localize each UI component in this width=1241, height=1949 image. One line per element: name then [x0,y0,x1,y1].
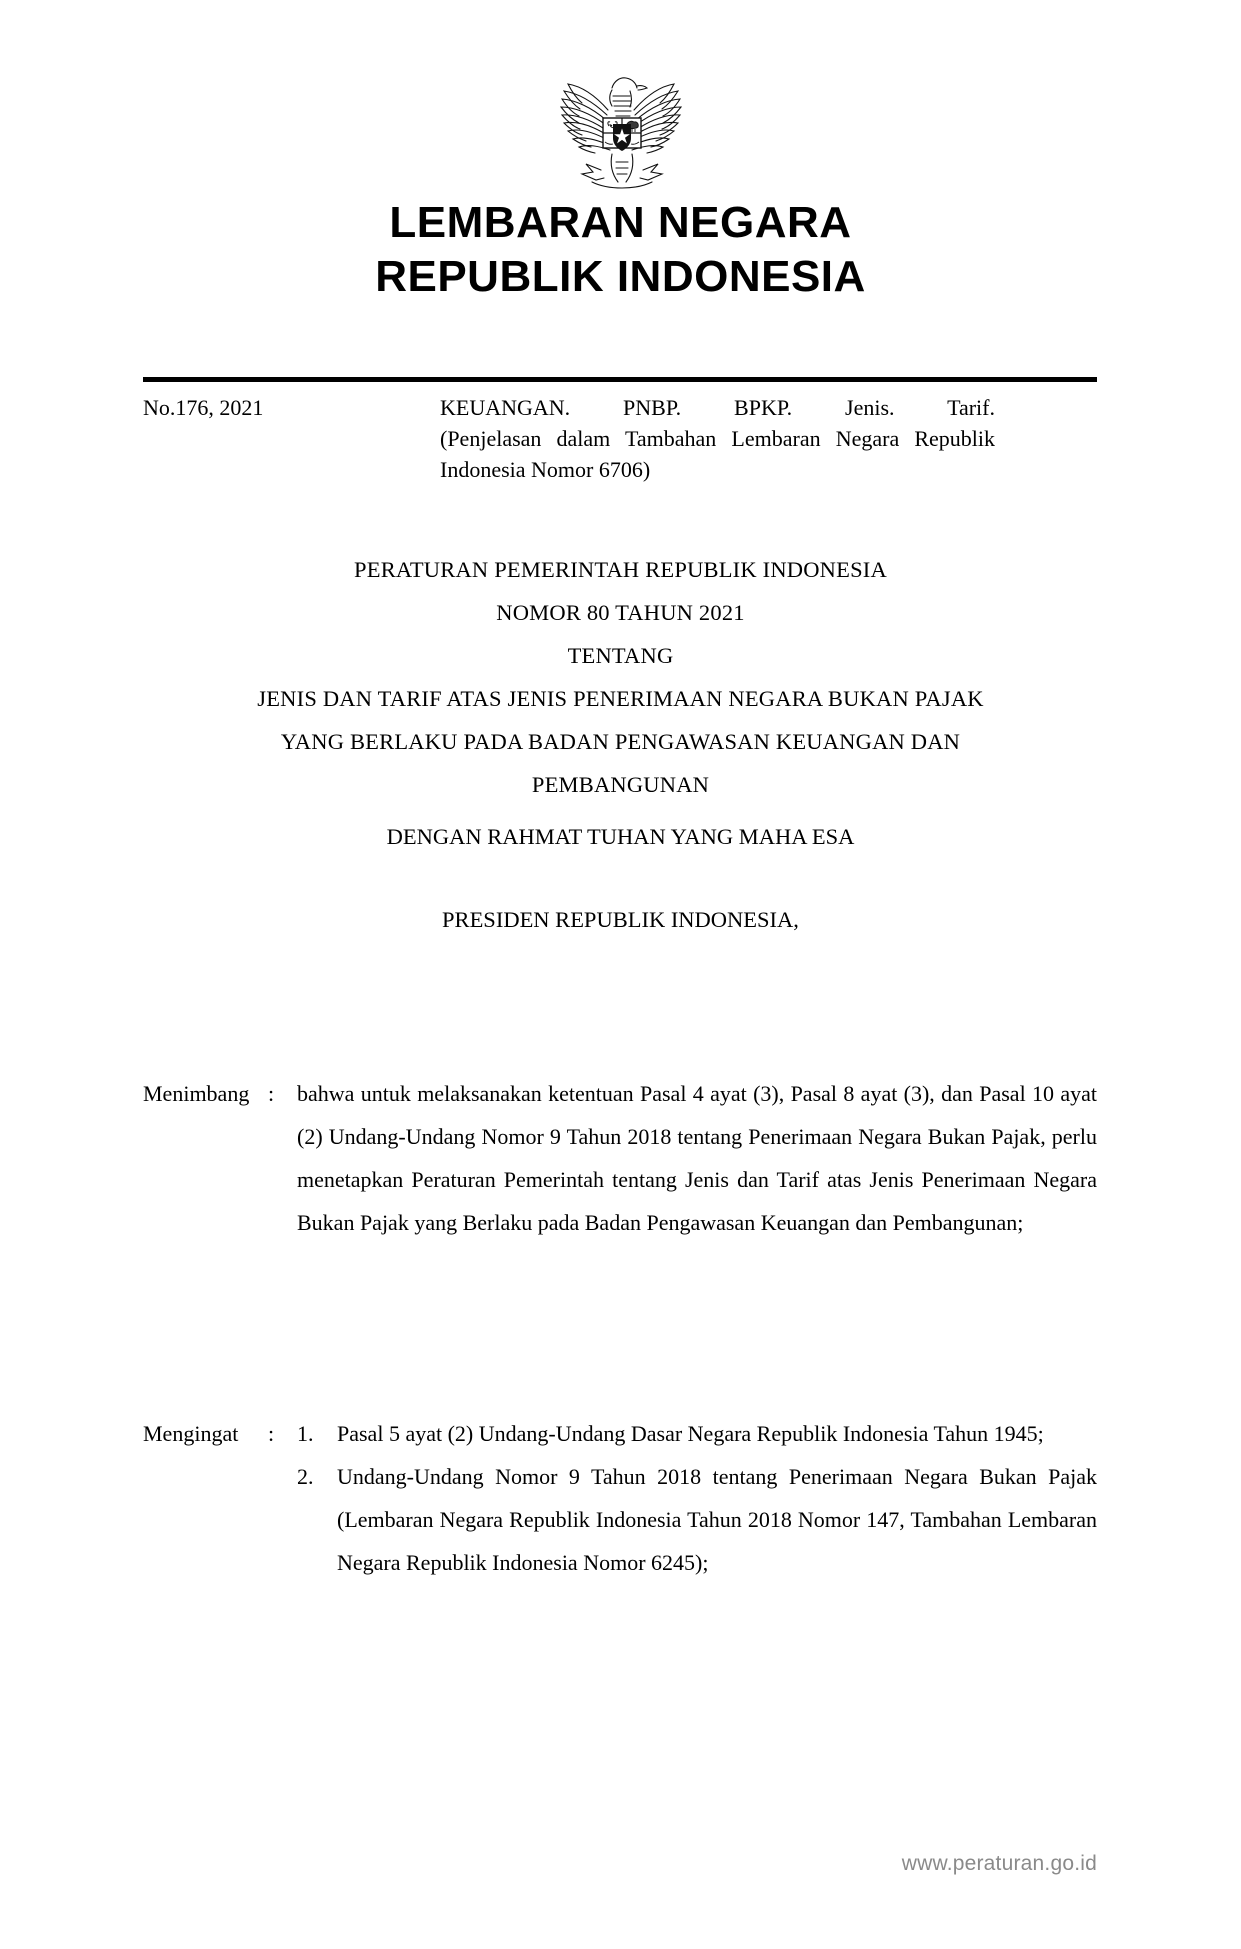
gazette-keywords: KEUANGAN. PNBP. BPKP. Jenis. Tarif. [440,395,995,420]
masthead-line-2: REPUBLIK INDONESIA [375,252,866,301]
masthead [0,196,1241,304]
masthead-line-1: LEMBARAN NEGARA [389,198,852,247]
clause-menimbang-text: bahwa untuk melaksanakan ketentuan Pasal 4 ayat (3), Pasal 8 ayat (3), dan Pasal 10 ayat (2) Undang-Undang Nomor 9 Tahun 2018 tentang Penerimaan Negara Bukan Pajak, perlu menetapkan Peraturan Pemerintah tentang Jenis dan Tarif atas Jenis Penerimaan Negara Bukan Pajak yang Berlaku pada Badan Pengawasan Keuangan dan Pembangunan; [297,1081,1097,1235]
clause-menimbang-colon: : [268,1081,275,1106]
emblem-container [0,58,1241,203]
list-item-number: 2. [297,1464,314,1489]
header-divider [143,377,1097,382]
gazette-explanation-line-1: (Penjelasan dalam Tambahan Lembaran Negara [440,426,900,451]
regulation-subject-line-1: JENIS DAN TARIF ATAS JENIS PENERIMAAN NEGARA BUKAN PAJAK [257,686,984,711]
regulation-subject-line-3: PEMBANGUNAN [531,772,710,797]
clause-menimbang-body [297,1072,1097,1244]
footer-watermark: www.peraturan.go.id [901,1852,1097,1875]
clause-mengingat [143,1412,1097,1584]
regulation-number: NOMOR 80 TAHUN 2021 [496,600,745,625]
clause-menimbang [143,1072,1097,1244]
list-item [297,1412,1097,1455]
signatory-line: PRESIDEN REPUBLIK INDONESIA, [442,907,799,932]
list-item-text: Undang-Undang Nomor 9 Tahun 2018 tentang Penerimaan Negara Bukan Pajak (Lembaran Negara Republik Indonesia Tahun 2018 Nomor 147, Tambahan Lembaran Negara Republik Indonesia Nomor 6245); [337,1464,1097,1575]
gazette-explanation-line-2: Republik Indonesia Nomor 6706) [440,426,996,482]
clause-mengingat-label: Mengingat [143,1421,239,1446]
regulation-authority: PERATURAN PEMERINTAH REPUBLIK INDONESIA [354,557,887,582]
invocation-line: DENGAN RAHMAT TUHAN YANG MAHA ESA [386,824,855,849]
regulation-subject-line-2: YANG BERLAKU PADA BADAN PENGAWASAN KEUANGAN DAN [280,729,961,754]
gazette-keywords-block [440,392,995,485]
regulation-about-label: TENTANG [567,643,674,668]
clause-menimbang-label: Menimbang [143,1081,250,1106]
list-item [297,1455,1097,1584]
gazette-number: No.176, 2021 [143,395,264,420]
clause-mengingat-colon: : [268,1421,275,1446]
garuda-pancasila-icon [546,58,696,198]
list-item-number: 1. [297,1421,314,1446]
mengingat-list [297,1412,1097,1584]
clause-mengingat-body [297,1412,1097,1584]
list-item-text: Pasal 5 ayat (2) Undang-Undang Dasar Negara Republik Indonesia Tahun 1945; [337,1421,1044,1446]
regulation-title-block [70,548,1171,806]
